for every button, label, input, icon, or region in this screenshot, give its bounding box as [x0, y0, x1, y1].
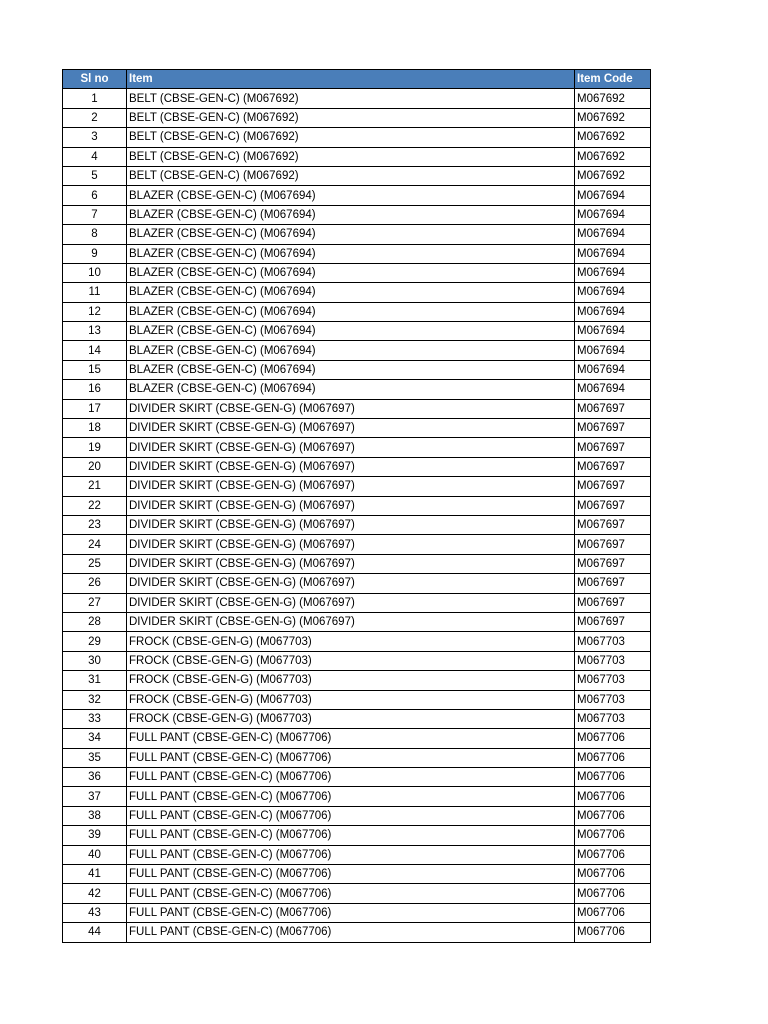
table-row	[63, 128, 651, 147]
cell-sl-no: 35	[63, 748, 127, 767]
table-row	[63, 845, 651, 864]
table-row	[63, 380, 651, 399]
cell-item: FULL PANT (CBSE-GEN-C) (M067706)	[127, 729, 575, 748]
cell-sl-no: 5	[63, 166, 127, 185]
table-row	[63, 477, 651, 496]
cell-sl-no: 9	[63, 244, 127, 263]
cell-sl-no: 41	[63, 865, 127, 884]
cell-item: DIVIDER SKIRT (CBSE-GEN-G) (M067697)	[127, 419, 575, 438]
table-row	[63, 419, 651, 438]
cell-item-code: M067692	[575, 147, 651, 166]
cell-item-code: M067706	[575, 748, 651, 767]
cell-item: FULL PANT (CBSE-GEN-C) (M067706)	[127, 787, 575, 806]
cell-sl-no: 4	[63, 147, 127, 166]
cell-sl-no: 21	[63, 477, 127, 496]
cell-sl-no: 36	[63, 768, 127, 787]
cell-item: DIVIDER SKIRT (CBSE-GEN-G) (M067697)	[127, 554, 575, 573]
cell-item-code: M067706	[575, 806, 651, 825]
cell-item: FULL PANT (CBSE-GEN-C) (M067706)	[127, 865, 575, 884]
cell-sl-no: 42	[63, 884, 127, 903]
table-row	[63, 554, 651, 573]
cell-item: BLAZER (CBSE-GEN-C) (M067694)	[127, 302, 575, 321]
cell-item-code: M067697	[575, 593, 651, 612]
cell-sl-no: 25	[63, 554, 127, 573]
cell-sl-no: 19	[63, 438, 127, 457]
cell-item-code: M067703	[575, 651, 651, 670]
cell-sl-no: 37	[63, 787, 127, 806]
cell-sl-no: 30	[63, 651, 127, 670]
table-row	[63, 593, 651, 612]
cell-item: BELT (CBSE-GEN-C) (M067692)	[127, 128, 575, 147]
cell-item: FROCK (CBSE-GEN-G) (M067703)	[127, 709, 575, 728]
cell-item-code: M067697	[575, 477, 651, 496]
table-row	[63, 166, 651, 185]
table-row	[63, 729, 651, 748]
cell-item: FULL PANT (CBSE-GEN-C) (M067706)	[127, 806, 575, 825]
cell-sl-no: 23	[63, 515, 127, 534]
table-row	[63, 186, 651, 205]
table-row	[63, 671, 651, 690]
cell-item-code: M067706	[575, 729, 651, 748]
cell-item-code: M067706	[575, 884, 651, 903]
table-row	[63, 108, 651, 127]
table-row	[63, 360, 651, 379]
cell-item-code: M067697	[575, 496, 651, 515]
cell-sl-no: 26	[63, 574, 127, 593]
cell-sl-no: 38	[63, 806, 127, 825]
cell-item-code: M067694	[575, 186, 651, 205]
cell-item-code: M067706	[575, 923, 651, 942]
cell-sl-no: 15	[63, 360, 127, 379]
cell-item-code: M067697	[575, 554, 651, 573]
cell-item-code: M067697	[575, 457, 651, 476]
table-row	[63, 787, 651, 806]
table-row	[63, 283, 651, 302]
cell-item: FROCK (CBSE-GEN-G) (M067703)	[127, 671, 575, 690]
cell-item: BLAZER (CBSE-GEN-C) (M067694)	[127, 186, 575, 205]
cell-item: DIVIDER SKIRT (CBSE-GEN-G) (M067697)	[127, 574, 575, 593]
cell-item-code: M067697	[575, 399, 651, 418]
cell-item-code: M067694	[575, 322, 651, 341]
cell-item-code: M067692	[575, 128, 651, 147]
cell-sl-no: 20	[63, 457, 127, 476]
cell-sl-no: 8	[63, 225, 127, 244]
cell-sl-no: 17	[63, 399, 127, 418]
cell-item-code: M067706	[575, 865, 651, 884]
item-table	[62, 69, 651, 943]
cell-item: DIVIDER SKIRT (CBSE-GEN-G) (M067697)	[127, 457, 575, 476]
cell-item-code: M067697	[575, 574, 651, 593]
cell-item: DIVIDER SKIRT (CBSE-GEN-G) (M067697)	[127, 399, 575, 418]
table-row	[63, 496, 651, 515]
cell-item: DIVIDER SKIRT (CBSE-GEN-G) (M067697)	[127, 612, 575, 631]
table-row	[63, 865, 651, 884]
header-item-code: Item Code	[575, 70, 651, 89]
cell-item-code: M067692	[575, 89, 651, 108]
cell-item-code: M067694	[575, 205, 651, 224]
table-row	[63, 89, 651, 108]
cell-sl-no: 3	[63, 128, 127, 147]
cell-item: DIVIDER SKIRT (CBSE-GEN-G) (M067697)	[127, 477, 575, 496]
header-sl-no: Sl no	[63, 70, 127, 89]
cell-item-code: M067697	[575, 438, 651, 457]
cell-sl-no: 13	[63, 322, 127, 341]
cell-sl-no: 31	[63, 671, 127, 690]
cell-item: DIVIDER SKIRT (CBSE-GEN-G) (M067697)	[127, 593, 575, 612]
cell-sl-no: 28	[63, 612, 127, 631]
cell-item: FULL PANT (CBSE-GEN-C) (M067706)	[127, 826, 575, 845]
table-row	[63, 709, 651, 728]
table-row	[63, 457, 651, 476]
cell-item-code: M067703	[575, 690, 651, 709]
table-row	[63, 884, 651, 903]
cell-item-code: M067706	[575, 826, 651, 845]
cell-sl-no: 16	[63, 380, 127, 399]
cell-item: FROCK (CBSE-GEN-G) (M067703)	[127, 632, 575, 651]
cell-item: FULL PANT (CBSE-GEN-C) (M067706)	[127, 903, 575, 922]
cell-item-code: M067694	[575, 360, 651, 379]
cell-item-code: M067692	[575, 108, 651, 127]
cell-sl-no: 2	[63, 108, 127, 127]
cell-item-code: M067697	[575, 419, 651, 438]
cell-sl-no: 40	[63, 845, 127, 864]
table-row	[63, 574, 651, 593]
cell-item: BELT (CBSE-GEN-C) (M067692)	[127, 166, 575, 185]
table-row	[63, 225, 651, 244]
header-row	[63, 70, 651, 89]
cell-sl-no: 32	[63, 690, 127, 709]
cell-item: DIVIDER SKIRT (CBSE-GEN-G) (M067697)	[127, 535, 575, 554]
cell-item-code: M067706	[575, 845, 651, 864]
cell-item-code: M067694	[575, 225, 651, 244]
cell-item: FULL PANT (CBSE-GEN-C) (M067706)	[127, 845, 575, 864]
table-row	[63, 748, 651, 767]
cell-sl-no: 29	[63, 632, 127, 651]
cell-item: BLAZER (CBSE-GEN-C) (M067694)	[127, 244, 575, 263]
cell-item: BLAZER (CBSE-GEN-C) (M067694)	[127, 225, 575, 244]
cell-item-code: M067694	[575, 263, 651, 282]
table-row	[63, 690, 651, 709]
table-row	[63, 515, 651, 534]
cell-item-code: M067697	[575, 535, 651, 554]
cell-item: FULL PANT (CBSE-GEN-C) (M067706)	[127, 923, 575, 942]
table-row	[63, 438, 651, 457]
cell-sl-no: 10	[63, 263, 127, 282]
table-row	[63, 768, 651, 787]
cell-item: BLAZER (CBSE-GEN-C) (M067694)	[127, 205, 575, 224]
cell-item: FROCK (CBSE-GEN-G) (M067703)	[127, 690, 575, 709]
cell-sl-no: 27	[63, 593, 127, 612]
table-row	[63, 535, 651, 554]
cell-item-code: M067703	[575, 709, 651, 728]
cell-item: BLAZER (CBSE-GEN-C) (M067694)	[127, 322, 575, 341]
table-row	[63, 806, 651, 825]
cell-item: FULL PANT (CBSE-GEN-C) (M067706)	[127, 884, 575, 903]
table-row	[63, 399, 651, 418]
cell-sl-no: 6	[63, 186, 127, 205]
cell-sl-no: 1	[63, 89, 127, 108]
cell-item-code: M067703	[575, 632, 651, 651]
cell-item-code: M067697	[575, 612, 651, 631]
cell-item: BLAZER (CBSE-GEN-C) (M067694)	[127, 263, 575, 282]
cell-item: FULL PANT (CBSE-GEN-C) (M067706)	[127, 748, 575, 767]
table-row	[63, 903, 651, 922]
cell-item: FROCK (CBSE-GEN-G) (M067703)	[127, 651, 575, 670]
cell-item: DIVIDER SKIRT (CBSE-GEN-G) (M067697)	[127, 515, 575, 534]
cell-sl-no: 43	[63, 903, 127, 922]
cell-item: BELT (CBSE-GEN-C) (M067692)	[127, 108, 575, 127]
table-row	[63, 341, 651, 360]
cell-item-code: M067692	[575, 166, 651, 185]
cell-item-code: M067694	[575, 244, 651, 263]
cell-item: BELT (CBSE-GEN-C) (M067692)	[127, 89, 575, 108]
table-row	[63, 923, 651, 942]
table-row	[63, 612, 651, 631]
cell-sl-no: 44	[63, 923, 127, 942]
cell-sl-no: 7	[63, 205, 127, 224]
cell-sl-no: 24	[63, 535, 127, 554]
table-row	[63, 147, 651, 166]
table-row	[63, 244, 651, 263]
cell-item-code: M067706	[575, 768, 651, 787]
cell-item-code: M067694	[575, 341, 651, 360]
cell-item-code: M067706	[575, 903, 651, 922]
cell-item: BELT (CBSE-GEN-C) (M067692)	[127, 147, 575, 166]
cell-item: DIVIDER SKIRT (CBSE-GEN-G) (M067697)	[127, 438, 575, 457]
table-row	[63, 205, 651, 224]
cell-item: BLAZER (CBSE-GEN-C) (M067694)	[127, 380, 575, 399]
cell-item-code: M067694	[575, 302, 651, 321]
cell-item: BLAZER (CBSE-GEN-C) (M067694)	[127, 283, 575, 302]
cell-item-code: M067694	[575, 380, 651, 399]
cell-sl-no: 22	[63, 496, 127, 515]
cell-sl-no: 12	[63, 302, 127, 321]
cell-item-code: M067697	[575, 515, 651, 534]
cell-sl-no: 33	[63, 709, 127, 728]
table-row	[63, 263, 651, 282]
table-row	[63, 826, 651, 845]
table-row	[63, 302, 651, 321]
cell-item-code: M067703	[575, 671, 651, 690]
cell-item-code: M067706	[575, 787, 651, 806]
cell-item-code: M067694	[575, 283, 651, 302]
cell-sl-no: 18	[63, 419, 127, 438]
cell-item: DIVIDER SKIRT (CBSE-GEN-G) (M067697)	[127, 496, 575, 515]
cell-sl-no: 34	[63, 729, 127, 748]
cell-item: BLAZER (CBSE-GEN-C) (M067694)	[127, 341, 575, 360]
cell-sl-no: 14	[63, 341, 127, 360]
table-row	[63, 651, 651, 670]
header-item: Item	[127, 70, 575, 89]
table-row	[63, 322, 651, 341]
cell-sl-no: 39	[63, 826, 127, 845]
table-row	[63, 632, 651, 651]
cell-item: FULL PANT (CBSE-GEN-C) (M067706)	[127, 768, 575, 787]
cell-sl-no: 11	[63, 283, 127, 302]
cell-item: BLAZER (CBSE-GEN-C) (M067694)	[127, 360, 575, 379]
